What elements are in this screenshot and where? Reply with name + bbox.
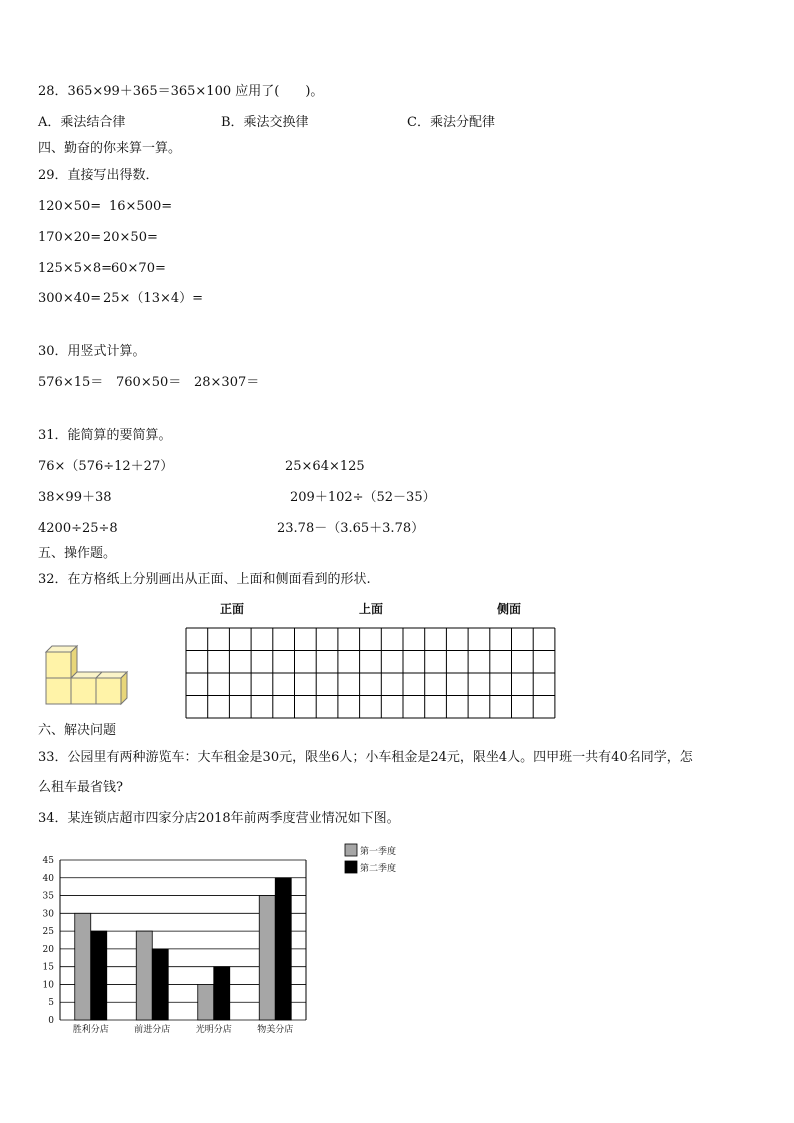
q31-item: 38×99＋38 (38, 490, 112, 505)
view-label-front: 正面 (220, 602, 245, 616)
x-tick-label: 前进分店 (134, 1025, 171, 1035)
q29-stem: 29．直接写出得数． (38, 168, 159, 183)
y-tick-label: 10 (42, 980, 54, 991)
q31-item: 4200÷25÷8 (38, 521, 118, 536)
q33-line-1: 33．公园里有两种游览车：大车租金是30元，限坐6人；小车租金是24元，限坐4人。四甲班一共有40名同学，怎 (38, 750, 693, 765)
bar (259, 896, 275, 1020)
view-label-top: 上面 (359, 602, 384, 616)
legend-label: 第二季度 (360, 864, 397, 874)
y-tick-label: 20 (42, 944, 54, 955)
q33-line-2: 么租车最省钱? (38, 780, 123, 795)
y-tick-label: 25 (42, 927, 54, 938)
bar (214, 967, 230, 1020)
section-6-heading: 六、解决问题 (38, 723, 117, 738)
q30-stem: 30．用竖式计算。 (38, 344, 146, 359)
bar (75, 913, 91, 1020)
y-tick-label: 45 (42, 856, 54, 866)
y-tick-label: 30 (42, 909, 54, 920)
q31-item: 23.78－（3.65＋3.78） (277, 521, 425, 536)
y-tick-label: 35 (42, 891, 54, 902)
q31-stem: 31．能简算的要简算。 (38, 428, 172, 443)
q29-item: 25×（13×4）= (103, 291, 204, 306)
x-tick-label: 光明分店 (195, 1025, 232, 1035)
section-4-heading: 四、勤奋的你来算一算。 (38, 141, 182, 156)
q29-item: 120×50= (38, 199, 102, 214)
view-grid-paper[interactable] (185, 627, 557, 719)
cube-stack-figure (44, 640, 136, 710)
q30-item: 576×15＝ (38, 375, 104, 390)
y-tick-label: 40 (42, 873, 54, 884)
q29-item: 60×70= (111, 261, 166, 276)
x-tick-label: 物美分店 (257, 1025, 294, 1035)
q32-stem: 32．在方格纸上分别画出从正面、上面和侧面看到的形状. (38, 572, 371, 587)
y-tick-label: 0 (48, 1016, 54, 1026)
q28-option-a: A．乘法结合律 (38, 115, 126, 130)
q28-option-b: B．乘法交换律 (221, 115, 309, 130)
y-tick-label: 15 (42, 962, 54, 973)
q29-item: 125×5×8= (38, 261, 113, 276)
q29-item: 170×20= (38, 230, 102, 245)
q30-item: 760×50＝ (116, 375, 182, 390)
legend-swatch (345, 844, 357, 856)
view-label-side: 侧面 (497, 602, 522, 616)
y-tick-label: 5 (48, 998, 54, 1009)
q28-stem: 28．365×99＋365＝365×100 应用了( )。 (38, 84, 324, 99)
section-5-heading: 五、操作题。 (38, 546, 117, 561)
legend-swatch (345, 861, 357, 873)
q29-item: 300×40= (38, 291, 102, 306)
q34-stem: 34．某连锁店超市四家分店2018年前两季度营业情况如下图。 (38, 811, 400, 826)
bar (91, 931, 107, 1020)
x-tick-label: 胜利分店 (72, 1025, 109, 1035)
q30-item: 28×307＝ (194, 375, 260, 390)
bar (198, 984, 214, 1020)
bar (136, 931, 152, 1020)
legend-label: 第一季度 (360, 847, 397, 857)
q29-item: 20×50= (103, 230, 158, 245)
q28-option-c: C．乘法分配律 (407, 115, 495, 130)
q29-item: 16×500= (109, 199, 173, 214)
q31-item: 76×（576÷12＋27） (38, 459, 174, 474)
q31-item: 209＋102÷（52－35） (290, 490, 436, 505)
bar (275, 878, 291, 1020)
bar-chart (30, 838, 430, 1038)
q31-item: 25×64×125 (285, 459, 365, 474)
bar (152, 949, 168, 1020)
